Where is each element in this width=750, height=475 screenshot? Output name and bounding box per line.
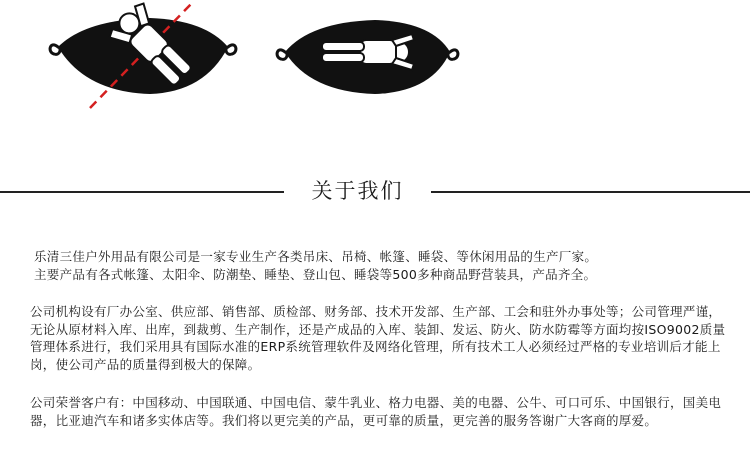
about-title: 关于我们 xyxy=(311,179,404,203)
company-intro-line-1: 乐清三佳户外用品有限公司是一家专业生产各类吊床、吊椅、帐篷、睡袋、等休闲用品的生产厂家。 xyxy=(34,249,598,264)
hammock-diagonal-illustration xyxy=(50,0,236,108)
company-intro-paragraph xyxy=(0,248,750,283)
hammock-end-loop-left xyxy=(50,45,60,54)
header-divider-right xyxy=(431,191,750,193)
hammock-end-loop-left-2 xyxy=(277,50,287,59)
honored-clients-paragraph: 公司荣誉客户有：中国移动、中国联通、中国电信、蒙牛乳业、格力电器、美的电器、公牛、可口可乐、中国银行，国美电器，比亚迪汽车和诸多实体店等。我们将以更完美的产品，更可靠的质量，更完善的服务答谢广大客商的厚爱。 xyxy=(30,395,722,428)
hammock-end-loop-right-2 xyxy=(448,50,458,59)
about-section-header xyxy=(0,176,750,206)
hammock-end-loop-right xyxy=(226,45,236,54)
header-divider-left xyxy=(0,191,284,193)
company-structure-paragraph: 公司机构设有厂办公室、供应部、销售部、质检部、财务部、技术开发部、生产部、工会和驻外办事处等；公司管理严谨，无论从原材料入库、出库，到裁剪、生产制作，还是产成品的入库、装卸、发运、防火、防水防霉等方面均按ISO9002质量管理体系进行，我们采用具有国际水准的ERP系统管理软件及网络化管理，所有技术工人必须经过严格的专业培训后才能上岗，使公司产品的质量得到极大的保障。 xyxy=(30,304,726,372)
hammock-illustrations xyxy=(0,0,750,160)
hammock-straight-illustration xyxy=(277,20,458,94)
company-intro-line-2: 主要产品有各式帐篷、太阳伞、防潮垫、睡垫、登山包、睡袋等500多种商品野营装具，产品齐全。 xyxy=(34,266,597,282)
